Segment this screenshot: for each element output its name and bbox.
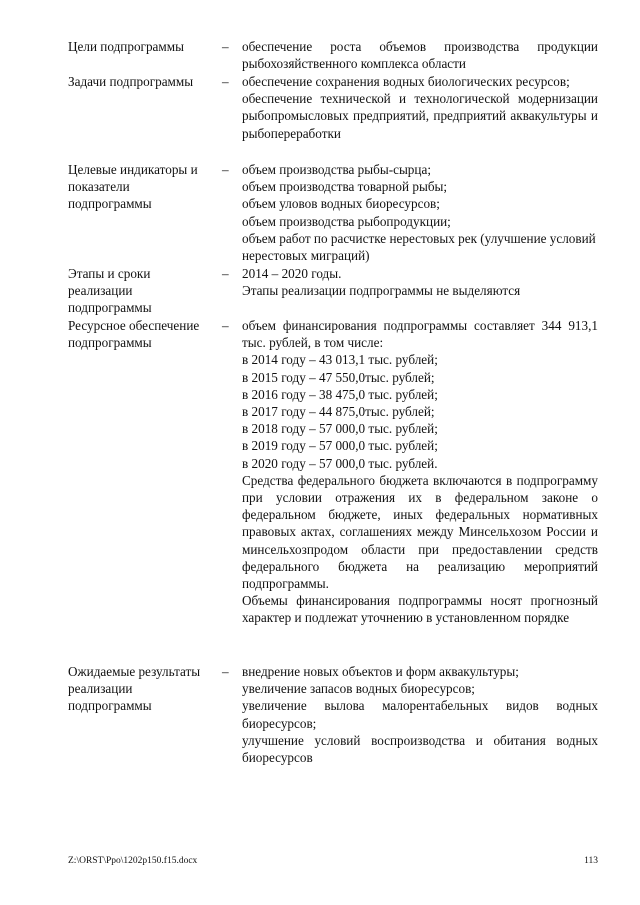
row-dash: – [222,664,229,679]
content-paragraph: в 2017 году – 44 875,0тыс. рублей; [242,404,435,420]
content-paragraph: в 2020 году – 57 000,0 тыс. рублей. [242,455,438,471]
content-paragraph: объем производства товарной рыбы; [242,179,448,195]
content-paragraph: увеличение вылова малорентабельных видов водных биоресурсов; [242,698,598,731]
content-paragraph: в 2016 году – 38 475,0 тыс. рублей; [242,386,438,402]
content-paragraph: улучшение условий воспроизводства и обитания водных биоресурсов [242,732,598,766]
row-label: Цели подпрограммы [68,39,184,54]
row-content [242,161,598,264]
content-paragraph: объем финансирования подпрограммы составляет 344 913,1 тыс. рублей, в том числе: [242,318,598,351]
row-content [242,73,598,142]
row-dash: – [222,74,229,89]
content-paragraph: Этапы реализации подпрограммы не выделяются [242,283,521,299]
content-paragraph: в 2018 году – 57 000,0 тыс. рублей; [242,421,438,437]
content-paragraph: Объемы финансирования подпрограммы носят прогнозный характер и подлежат уточнению в установленном порядке [242,593,598,626]
row-dash: – [222,266,229,281]
row-content [242,317,598,627]
content-paragraph: в 2015 году – 47 550,0тыс. рублей; [242,369,435,385]
row-dash: – [222,162,229,177]
content-paragraph: обеспечение технической и технологической модернизации рыбопромысловых предприятий, предприятий аквакультуры и рыбопереработки [242,91,598,141]
footer-file-path: Z:\ORST\Ppo\1202p150.f15.docx [68,856,198,866]
row-label: Ожидаемые результаты реализации подпрограммы [68,664,201,714]
content-paragraph: внедрение новых объектов и форм аквакультуры; [242,664,519,679]
content-paragraph: увеличение запасов водных биоресурсов; [242,681,475,697]
content-paragraph: в 2019 году – 57 000,0 тыс. рублей; [242,438,438,454]
content-paragraph: Средства федерального бюджета включаются в подпрограмму при условии отражения их в федеральном законе о федеральном бюджете, иных федеральных нормативных правовых актах, соглашениях между Минсельхозом России и минсельхозпродом области при предоставлении средств федерального бюджета на реализацию мероприятий подпрограммы. [242,472,598,592]
row-content [242,265,598,299]
content-paragraph: в 2014 году – 43 013,1 тыс. рублей; [242,352,438,368]
row-label: Целевые индикаторы и показатели подпрограммы [68,162,198,212]
row-dash: – [222,318,229,333]
row-dash: – [222,39,229,54]
row-label: Этапы и сроки реализации подпрограммы [68,266,152,316]
footer-page-number: 113 [584,856,598,866]
content-paragraph: 2014 – 2020 годы. [242,266,342,281]
row-label: Ресурсное обеспечение подпрограммы [68,318,200,351]
content-paragraph: объем производства рыбопродукции; [242,213,451,229]
content-paragraph: объем работ по расчистке нерестовых рек (улучшение условий нерестовых миграций) [242,230,596,264]
row-content [242,38,598,72]
row-content [242,663,598,766]
content-paragraph: объем уловов водных биоресурсов; [242,196,440,212]
row-label: Задачи подпрограммы [68,74,194,89]
content-paragraph: обеспечение роста объемов производства продукции рыбохозяйственного комплекса области [242,39,598,72]
content-paragraph: обеспечение сохранения водных биологических ресурсов; [242,74,570,89]
content-paragraph: объем производства рыбы-сырца; [242,162,431,177]
